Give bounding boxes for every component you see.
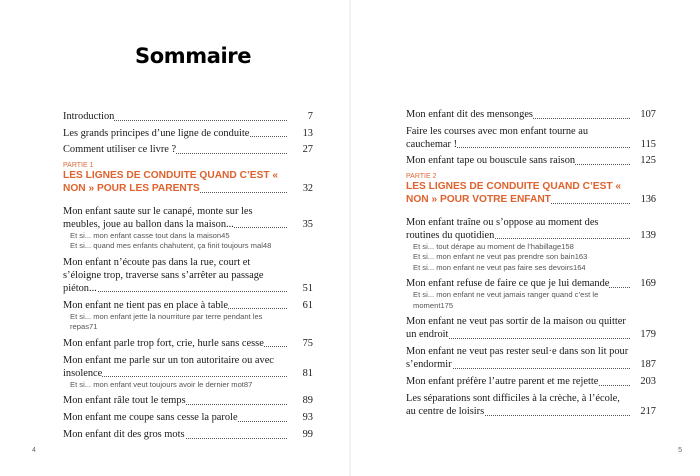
toc-group (406, 375, 656, 388)
toc-sub-entry-text: Et si... quand mes enfants chahutent, ça finit toujours mal (70, 241, 263, 250)
toc-entry-page-number: 61 (302, 299, 313, 311)
toc-entry[interactable] (63, 394, 313, 407)
toc-sub-entry-page-number: 158 (561, 241, 574, 251)
toc-entry[interactable] (63, 205, 313, 231)
toc-entry-text: Mon enfant ne tient pas en place à table (63, 299, 229, 311)
part-title-text: LES LIGNES DE CONDUITE QUAND C’EST « NON » POUR LES PARENTS (63, 170, 279, 194)
toc-sub-entry-page-number: 164 (572, 262, 586, 272)
toc-entry-text: Comment utiliser ce livre ? (63, 144, 177, 155)
toc-entry-text: Les séparations sont difficiles à la crèche, à l’école, au centre de loisirs (406, 393, 620, 417)
toc-sub-entry-text: Et si... mon enfant ne veut pas prendre son bain (413, 252, 575, 261)
toc-sub-entry[interactable] (406, 252, 656, 263)
toc-group (406, 345, 656, 371)
toc-sub-entry-text: Et si... mon enfant ne veut pas faire ses devoirs (413, 262, 573, 272)
toc-entry-text: Mon enfant parle trop fort, crie, hurle sans cesse (63, 337, 264, 349)
toc-entry-page-number: 203 (640, 376, 656, 387)
toc-entry[interactable] (406, 375, 656, 388)
toc-entry-text: Mon enfant dit des mensonges (406, 109, 533, 120)
toc-entry-text: Mon enfant tape ou bouscule sans raison (406, 155, 576, 166)
toc-entry-text: Mon enfant préfère l’autre parent et me rejette (406, 376, 599, 387)
toc-sub-entry-page-number: 71 (89, 322, 98, 331)
toc-entry-page-number: 139 (640, 229, 656, 241)
toc-group (63, 205, 313, 252)
toc-entry[interactable] (406, 392, 656, 418)
toc-sub-entry[interactable] (406, 290, 656, 311)
toc-sub-entry-text: Et si... mon enfant veut toujours avoir le dernier mot (70, 379, 244, 389)
part-title-text: LES LIGNES DE CONDUITE QUAND C’EST « NON » POUR VOTRE ENFANT (406, 181, 622, 205)
toc-group (406, 392, 656, 418)
toc-entry[interactable] (63, 127, 313, 140)
folio-right: 5 (678, 447, 682, 454)
toc-sub-entry-page-number: 87 (243, 379, 253, 389)
toc-entry[interactable] (406, 125, 656, 151)
toc-group (63, 394, 313, 407)
toc-entry-text: Mon enfant n’écoute pas dans la rue, court et s’éloigne trop, traverse sans s’arrêter au passage piéton... (63, 256, 264, 294)
toc-entry-text: Introduction (63, 111, 115, 122)
toc-entry-page-number: 179 (640, 329, 656, 340)
toc-sub-entry[interactable] (406, 263, 656, 274)
page-title: Sommaire (135, 44, 252, 68)
toc-entry[interactable] (406, 315, 656, 341)
toc-entry-page-number: 99 (302, 429, 313, 440)
part-label: PARTIE 2 (406, 173, 437, 180)
toc-entry-text: Mon enfant râle tout le temps (63, 395, 186, 406)
toc-sub-entry-page-number: 163 (574, 252, 588, 261)
toc-group (63, 354, 313, 391)
toc-group (406, 216, 656, 274)
toc-entry[interactable] (63, 110, 313, 123)
toc-group (63, 411, 313, 424)
toc-entry[interactable] (63, 337, 313, 350)
toc-sub-entry[interactable] (63, 380, 313, 391)
toc-entry-page-number: 115 (640, 138, 656, 150)
folio-left: 4 (32, 447, 36, 454)
toc-entry-page-number: 107 (640, 109, 656, 120)
toc-entry[interactable] (63, 428, 313, 441)
toc-right (406, 108, 656, 422)
toc-sub-entry[interactable] (63, 231, 313, 242)
toc-entry-page-number: 187 (640, 359, 656, 370)
toc-sub-entry-text: Et si... mon enfant jette la nourriture par terre pendant les repas (70, 311, 263, 331)
toc-entry-page-number: 217 (640, 406, 656, 417)
toc-entry-text: Mon enfant me coupe sans cesse la parole (63, 412, 238, 423)
toc-entry-page-number: 13 (302, 127, 313, 139)
toc-left (63, 110, 313, 445)
toc-entry-page-number: 125 (640, 155, 656, 166)
toc-sub-entry-page-number: 175 (440, 300, 454, 310)
part-title-page-number: 32 (302, 182, 313, 194)
toc-entry-page-number: 51 (302, 282, 313, 294)
toc-sub-entry-page-number: 48 (262, 241, 272, 250)
toc-group (63, 299, 313, 333)
toc-group (63, 428, 313, 441)
toc-entry-text: Les grands principes d’une ligne de conduite (63, 127, 250, 139)
toc-group (406, 315, 656, 341)
toc-sub-entry-text: Et si... mon enfant ne veut jamais ranger quand c’est le moment (413, 290, 599, 310)
toc-sub-entry-text: Et si... tout dérape au moment de l’habillage (413, 241, 562, 251)
toc-entry-text: Mon enfant me parle sur un ton autoritaire ou avec insolence (63, 354, 274, 379)
part-title[interactable] (63, 170, 313, 195)
toc-entry-page-number: 7 (307, 111, 313, 122)
toc-sub-entry[interactable] (63, 312, 313, 333)
toc-entry-page-number: 89 (302, 395, 313, 406)
left-page (0, 0, 349, 476)
toc-entry-text: Mon enfant saute sur le canapé, monte sur les meubles, joue au ballon dans la maison... (63, 205, 253, 230)
toc-entry-text: Mon enfant refuse de faire ce que je lui demande (406, 278, 610, 289)
toc-sub-entry-text: Et si... mon enfant casse tout dans la maison (70, 230, 222, 240)
toc-entry-page-number: 75 (302, 337, 313, 349)
toc-sub-entry[interactable] (63, 241, 313, 252)
toc-entry-text: Mon enfant ne veut pas rester seul·e dans son lit pour s’endormir (406, 346, 629, 370)
toc-entry-text: Mon enfant ne veut pas sortir de la maison ou quitter un endroit (406, 316, 626, 340)
toc-entry[interactable] (63, 299, 313, 312)
toc-entry[interactable] (406, 154, 656, 167)
toc-entry-page-number: 35 (302, 218, 313, 230)
right-page (351, 0, 700, 476)
part-label: PARTIE 1 (63, 162, 94, 169)
toc-entry[interactable] (63, 143, 313, 156)
toc-entry-page-number: 81 (302, 367, 313, 379)
toc-entry-text: Mon enfant dit des gros mots (63, 429, 185, 440)
toc-entry[interactable] (406, 216, 656, 242)
toc-entry[interactable] (406, 345, 656, 371)
toc-entry[interactable] (63, 354, 313, 380)
toc-entry-page-number: 93 (302, 412, 313, 423)
toc-group (63, 337, 313, 350)
toc-entry-text: Faire les courses avec mon enfant tourne au cauchemar ! (406, 125, 589, 150)
toc-entry-page-number: 169 (640, 278, 656, 289)
toc-entry-page-number: 27 (302, 144, 313, 155)
toc-sub-entry[interactable] (406, 242, 656, 253)
toc-entry-text: Mon enfant traîne ou s’oppose au moment des routines du quotidien (406, 216, 599, 241)
toc-entry[interactable] (406, 277, 656, 290)
toc-sub-entry-page-number: 45 (221, 230, 230, 240)
toc-group (63, 256, 313, 295)
part-title[interactable] (406, 181, 656, 206)
part-title-page-number: 136 (640, 193, 656, 205)
toc-group (406, 277, 656, 311)
toc-entry[interactable] (63, 411, 313, 424)
toc-entry[interactable] (63, 256, 313, 295)
toc-entry[interactable] (406, 108, 656, 121)
